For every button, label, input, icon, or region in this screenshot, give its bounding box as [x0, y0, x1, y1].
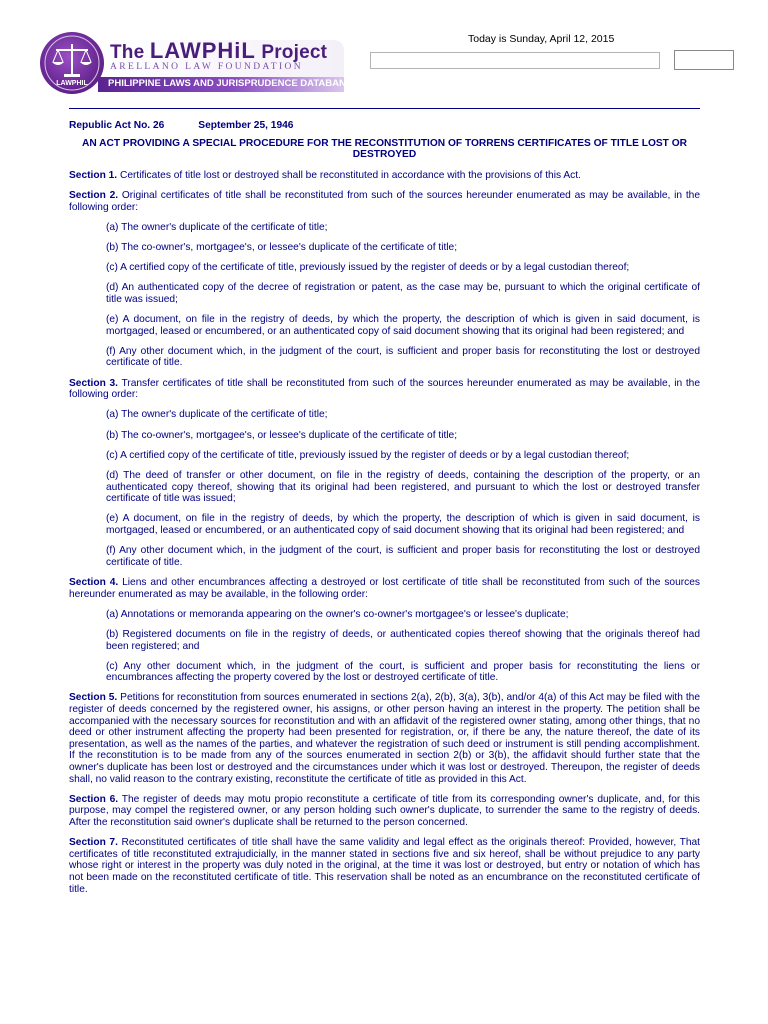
section-label: Section 2. [69, 189, 119, 201]
section-3-item-f: (f) Any other document which, in the judgment of the court, is sufficient and proper basis for reconstituting the lost or destroyed certificate of title. [106, 545, 700, 568]
section-2-item-f: (f) Any other document which, in the judgment of the court, is sufficient and proper basis for reconstituting the lost or destroyed certificate of title. [106, 345, 700, 369]
logo-title [110, 38, 327, 64]
logo-title-prefix: The [110, 42, 150, 63]
section-text: Reconstituted certificates of title shall have the same validity and legal effect as the originals thereof: Provided, however, That certificates of title reconstituted extrajudicially, in the manner stated in sections five and six hereof, shall be without prejudice to any party whose right or interest in the property was duly noted in the original, at the time it was lost or destroyed, but entry or notation of which has not been made on the reconstituted certificate of title. This reservation shall be noted as an encumbrance on the reconstituted certificate of title. [69, 837, 701, 895]
section-2-item-d: (d) An authenticated copy of the decree of registration or patent, as the case may be, pursuant to which the original certificate of title was issued; [106, 282, 700, 305]
document-body [69, 116, 700, 904]
section-text: The register of deeds may motu propio reconstitute a certificate of title from its corresponding owner's duplicate, and, for this purpose, may compel the registered owner, or any person holding such owner's duplicate, to surrender the same to the registry of deeds. After the reconstitution said owner's duplicate shall be returned to the person concerned. [69, 793, 701, 828]
section-1 [69, 170, 700, 182]
section-label: Section 6. [69, 793, 119, 805]
logo-tagline: PHILIPPINE LAWS AND JURISPRUDENCE DATABANK [108, 78, 353, 89]
section-3 [69, 378, 700, 401]
section-text: Liens and other encumbrances affecting a destroyed or lost certificate of title shall be reconstituted from such of the sources hereunder enumerated as may be available, in the following order: [69, 576, 700, 600]
section-3-item-e: (e) A document, on file in the registry of deeds, by which the property, the description of which is given in said document, is mortgaged, leased or encumbered, or an authenticated copy of said document showing that its original had been registered; and [106, 513, 700, 536]
section-3-item-b: (b) The co-owner's, mortgagee's, or lessee's duplicate of the certificate of title; [106, 429, 458, 441]
section-4-item-b: (b) Registered documents on file in the registry of deeds, or authenticated copies thereof showing that the originals thereof had been registered; and [106, 628, 700, 652]
scales-of-justice-emblem-icon [40, 32, 104, 94]
section-2-item-c: (c) A certified copy of the certificate of title, previously issued by the register of deeds or by a legal custodian thereof; [106, 262, 630, 274]
section-label: Section 7. [69, 837, 118, 849]
header-divider [69, 108, 700, 109]
page-header [0, 0, 768, 100]
section-text: Certificates of title lost or destroyed shall be reconstituted in accordance with the provisions of this Act. [117, 169, 581, 181]
section-2-item-e: (e) A document, on file in the registry of deeds, by which the property, the description of which is given in said document, is mortgaged, leased or encumbered, or an authenticated copy of said document showing that its original had been registered; and [106, 314, 700, 337]
section-4-item-a: (a) Annotations or memoranda appearing on the owner's co-owner's mortgagee's or lessee's duplicate; [106, 608, 569, 620]
section-7 [69, 837, 700, 895]
section-text: Transfer certificates of title shall be reconstituted from such of the sources hereunder enumerated as may be available, in the following order: [69, 377, 700, 401]
emblem-text: LAWPHIL [56, 80, 88, 87]
section-text: Petitions for reconstitution from sources enumerated in sections 2(a), 2(b), 3(a), 3(b), and/or 4(a) of this Act may be filed with the register of deeds concerned by the registered owner, his assigns, or other person having an interest in the property. The petition shall be accompanied with the necessary sources for reconstitution and with an affidavit of the registered owner stating, among other things, that no deed or other instrument affecting the property had been presented for registration, or, if there be any, the nature thereof, the date of its presentation, as well as the names of the parties, and whatever the registration of such deed or instrument is still pending accomplishment. If the reconstitution is to be made from any of the sources enumerated in section 2(b) or 3(b), the affidavit should further state that the owner's duplicate has been lost or destroyed and the circumstances under which it was lost or destroyed. Thereupon, the register of deeds shall, no valid reason to the contrary existing, reconstitute the certificate of title as provided in this Act. [69, 692, 700, 785]
section-3-item-a: (a) The owner's duplicate of the certificate of title; [106, 409, 328, 421]
section-4-item-c: (c) Any other document which, in the judgment of the court, is sufficient and proper basis for reconstituting the liens or encumbrances affecting the property covered by the lost or destroyed certificate of title. [106, 660, 700, 684]
act-heading [69, 120, 700, 132]
logo-subtitle: ARELLANO LAW FOUNDATION [110, 62, 304, 72]
logo-title-brand: LAWPHiL [149, 38, 256, 63]
section-6 [69, 794, 700, 829]
section-label: Section 5. [69, 692, 118, 704]
section-5 [69, 692, 700, 785]
section-label: Section 4. [69, 576, 119, 588]
section-2-item-b: (b) The co-owner's, mortgagee's, or lessee's duplicate of the certificate of title; [106, 241, 458, 253]
search-button[interactable] [674, 50, 734, 70]
section-text: Original certificates of title shall be reconstituted from such of the sources hereunder enumerated as may be available, in the following order: [69, 189, 701, 213]
section-3-item-c: (c) A certified copy of the certificate of title, previously issued by the register of deeds or by a legal custodian thereof; [106, 449, 630, 461]
search-input[interactable] [370, 52, 660, 69]
section-2-item-a: (a) The owner's duplicate of the certificate of title; [106, 221, 328, 233]
section-4 [69, 577, 700, 600]
act-title: AN ACT PROVIDING A SPECIAL PROCEDURE FOR THE RECONSTITUTION OF TORRENS CERTIFICATES OF TITLE LOST OR DESTROYED [81, 137, 688, 161]
logo-tagline-bar [98, 77, 353, 92]
section-3-item-d: (d) The deed of transfer or other document, on file in the registry of deeds, containing the description of the property, or an authenticated copy thereof, showing that its original had been registered, and pursuant to which the lost or destroyed transfer certificate of title was issued; [106, 470, 700, 505]
section-2 [69, 190, 700, 213]
section-label: Section 3. [69, 377, 118, 389]
act-number: Republic Act No. 26 [69, 120, 165, 131]
logo-title-suffix: Project [255, 42, 328, 63]
section-label: Section 1. [69, 169, 118, 181]
act-date: September 25, 1946 [198, 120, 294, 131]
lawphil-logo[interactable] [36, 28, 353, 94]
today-date: Today is Sunday, April 12, 2015 [468, 33, 615, 45]
